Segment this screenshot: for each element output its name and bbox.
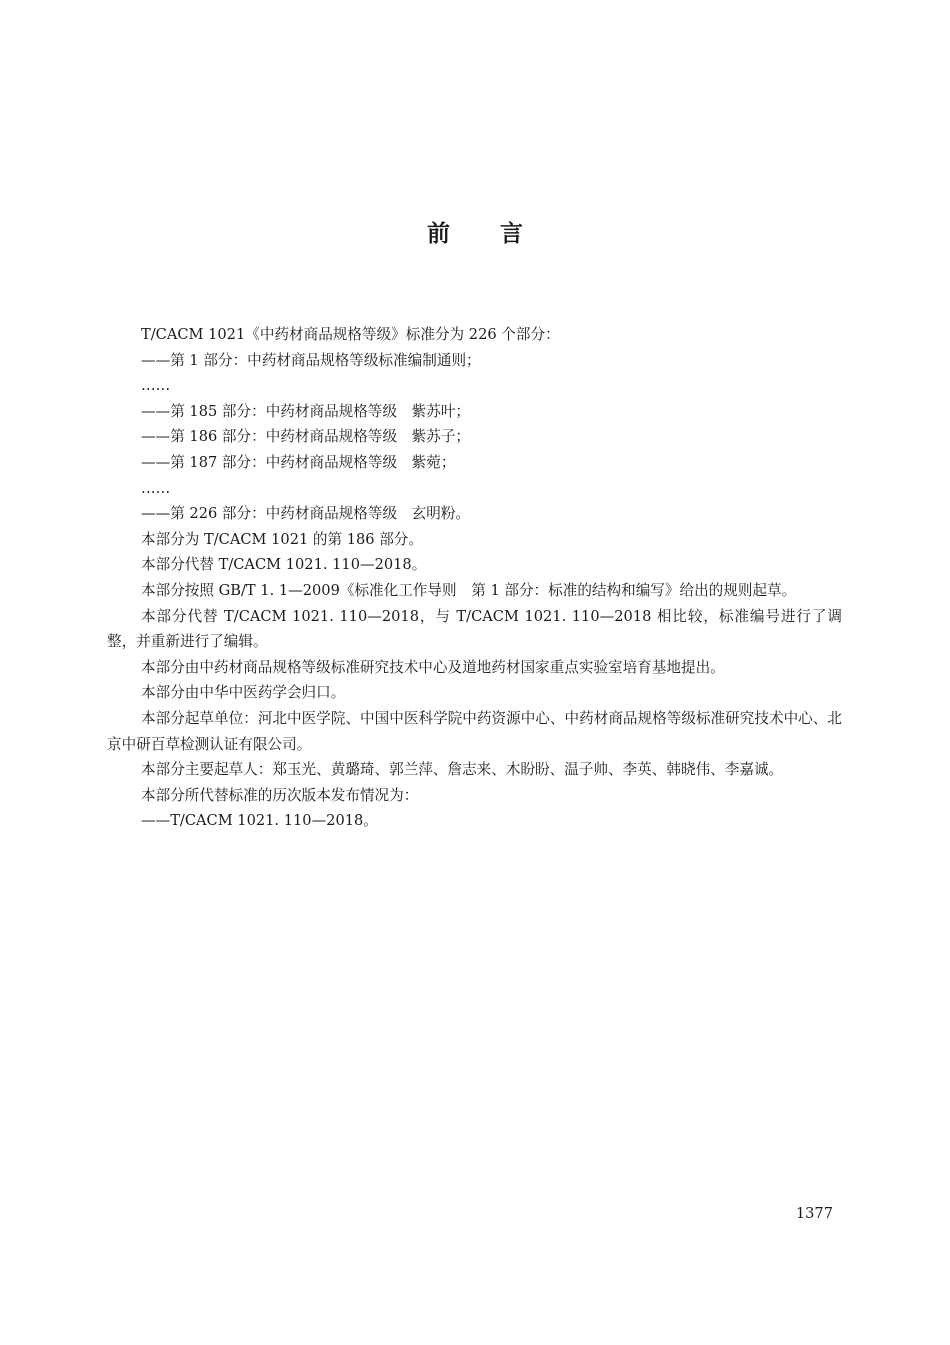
paragraph-parts-intro: T/CACM 1021《中药材商品规格等级》标准分为 226 个部分： xyxy=(141,326,560,343)
paragraph-proposed-by: 本部分由中药材商品规格等级标准研究技术中心及道地药材国家重点实验室培育基地提出。 xyxy=(141,658,725,676)
list-item-part-186: ——第 186 部分：中药材商品规格等级 紫苏子； xyxy=(141,428,471,446)
paragraph-replaces: 本部分代替 T/CACM 1021. 110—2018。 xyxy=(141,556,427,574)
ellipsis: …… xyxy=(141,377,171,395)
paragraph-centralized-by: 本部分由中华中医药学会归口。 xyxy=(141,684,346,702)
page-number: 1377 xyxy=(795,1205,833,1222)
page-title: 前言 xyxy=(427,221,573,247)
list-item-part-185: ——第 185 部分：中药材商品规格等级 紫苏叶； xyxy=(141,402,471,420)
paragraph-changes: 本部分代替 T/CACM 1021. 110—2018，与 T/CACM 1021. 110—2018 相比较，标准编号进行了调整，并重新进行了编辑。 xyxy=(107,607,842,651)
paragraph-drafting-units: 本部分起草单位：河北中医学院、中国中医科学院中药资源中心、中药材商品规格等级标准研究技术中心、北京中研百草检测认证有限公司。 xyxy=(107,709,842,753)
paragraph-history-intro: 本部分所代替标准的历次版本发布情况为： xyxy=(141,786,419,804)
list-item-part-187: ——第 187 部分：中药材商品规格等级 紫菀； xyxy=(141,453,456,471)
paragraph-drafters: 本部分主要起草人：郑玉光、黄璐琦、郭兰萍、詹志来、木盼盼、温子帅、李英、韩晓伟、李嘉诚。 xyxy=(141,761,784,779)
list-item-history: ——T/CACM 1021. 110—2018。 xyxy=(141,812,378,830)
ellipsis: …… xyxy=(141,479,171,497)
list-item-part-1: ——第 1 部分：中药材商品规格等级标准编制通则； xyxy=(141,351,481,369)
paragraph-drafting-rules: 本部分按照 GB/T 1. 1—2009《标准化工作导则 第 1 部分：标准的结构和编写》给出的规则起草。 xyxy=(141,581,797,599)
list-item-part-226: ——第 226 部分：中药材商品规格等级 玄明粉。 xyxy=(141,505,471,523)
foreword-body xyxy=(107,322,842,834)
paragraph-this-part: 本部分为 T/CACM 1021 的第 186 部分。 xyxy=(141,530,423,548)
